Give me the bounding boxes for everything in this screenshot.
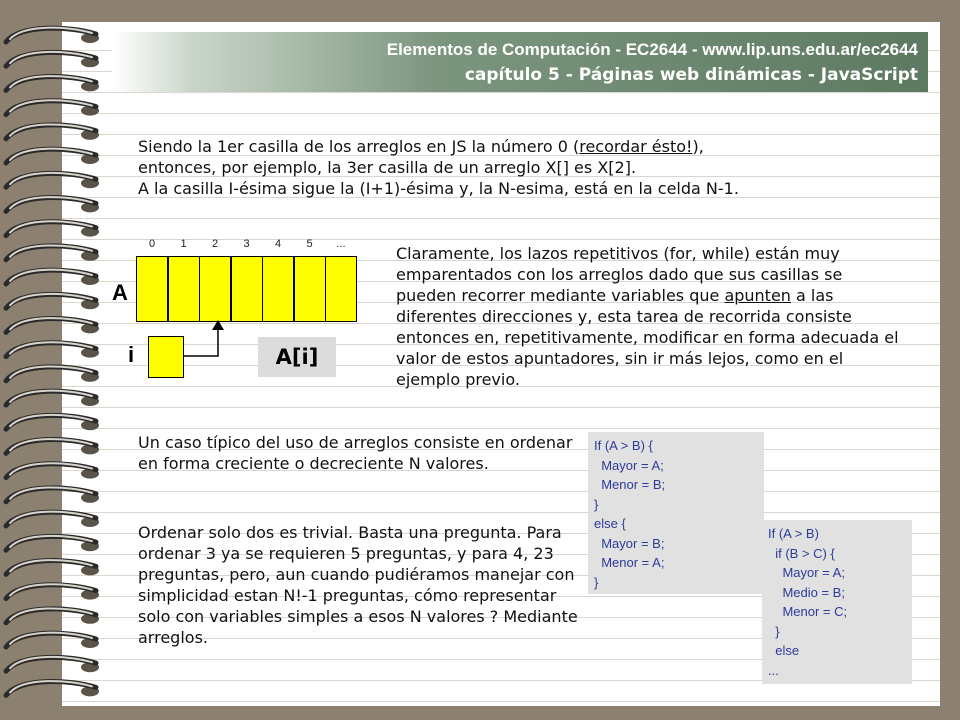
intro-text-a: Siendo la 1er casilla de los arreglos en JS la número 0 ( [138,137,580,156]
code-line: If (A > B) [768,526,819,541]
apunten-link: apunten [724,286,791,305]
course-title: Elementos de Computación - EC2644 - www.lip.uns.edu.ar/ec2644 [386,40,918,59]
code-line: Medio = B; [768,584,845,600]
code-line: } [768,623,780,639]
code-line: ... [768,662,779,678]
array-label: A [112,280,128,305]
array-diagram [108,234,388,384]
loops-text-a: Claramente, los lazos repetitivos (for, while) están muy emparentados con los arreglos dado que sus casillas se pueden recorrer mediante variables que [396,244,843,305]
recordar-link: recordar ésto! [579,137,693,156]
array-access-label: A[i] [258,337,336,377]
code-line: else [768,643,800,658]
chapter-title: capítulo 5 - Páginas web dinámicas - JavaScript [464,65,918,85]
array-index-label: 1 [180,238,187,250]
array-cell [325,256,357,322]
code-line: Menor = C; [768,604,848,619]
intro-line-2: entonces, por ejemplo, la 3er casilla de un arreglo X[] es X[2]. [138,158,637,177]
loops-paragraph [396,243,906,390]
code-line: } [594,496,599,512]
spiral-binding-icon [0,22,110,706]
array-cell [294,256,326,322]
index-variable-label: i [128,342,135,367]
intro-paragraph [138,136,878,199]
array-index-label: 3 [243,238,250,250]
code-line: else { [594,516,626,531]
array-index-label: 4 [274,238,282,250]
index-variable-cell [148,336,184,378]
slide-header [112,32,928,92]
code-line: if (B > C) { [768,545,835,561]
array-cell [231,256,263,322]
loops-text-b: a las diferentes direcciones y, esta tarea de recorrida consiste entonces en, repetitivamente, modificar en forma adecuada el valor de estos apuntadores, sin ir más lejos, como en el ejemplo previo. [396,286,899,389]
intro-line-3: A la casilla I-ésima sigue la (I+1)-ésima y, la N-esima, está en la celda N-1. [138,179,739,198]
array-index-label: 5 [306,238,313,250]
code-block-three-values [762,520,912,684]
array-cell [168,256,200,322]
code-line: Mayor = A; [594,457,664,473]
intro-text-b: ), [692,137,704,156]
array-index-label: 0 [148,238,156,250]
array-index-label: 2 [211,238,219,250]
code-line: } [594,574,599,590]
sorting-detail-paragraph: Ordenar solo dos es trivial. Basta una pregunta. Para ordenar 3 ya se requieren 5 preguntas, y para 4, 23 preguntas, pero, aun cuando pudiéramos manejar con simplicidad estan N!-1 preguntas, cómo representar solo con variables simples a esos N valores ? Mediante arreglos. [138,523,578,647]
code-block-two-values [588,432,764,594]
code-line: If (A > B) { [594,438,653,453]
array-cell [136,256,168,322]
array-cell [199,256,231,322]
code-line: Menor = A; [594,555,665,570]
code-line: Mayor = A; [768,565,845,580]
code-line: Menor = B; [594,477,666,492]
sorting-paragraph: Un caso típico del uso de arreglos consiste en ordenar en forma creciente o decreciente N valores. [138,433,573,473]
array-index-label: ... [336,238,346,250]
code-line: Mayor = B; [594,535,665,551]
array-cell [262,256,294,322]
